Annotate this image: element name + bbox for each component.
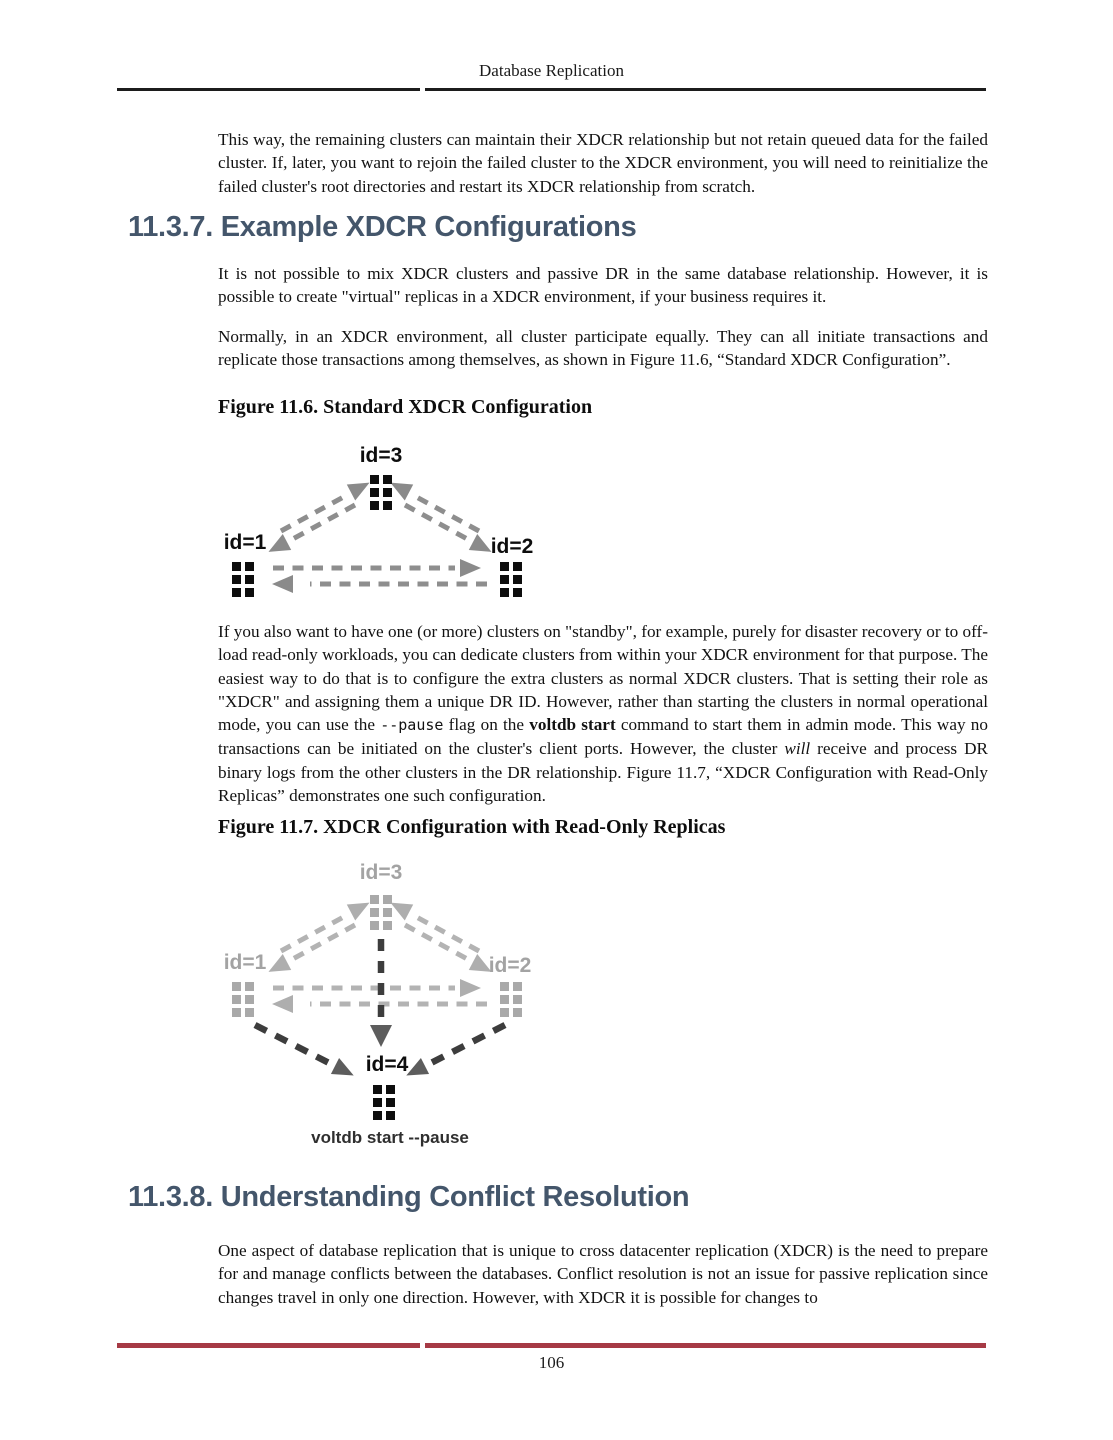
figure-11-6-diagram: [215, 435, 545, 625]
cluster-icon-id3: [370, 475, 392, 510]
paragraph-standby: [218, 620, 988, 807]
arrowhead-up-right: [347, 895, 374, 921]
voltdb-start-command: voltdb start: [529, 715, 616, 735]
arrowhead-down-right: [331, 1058, 358, 1084]
header-rule-left-segment: [117, 88, 420, 91]
arrowhead-down-left: [264, 534, 291, 560]
cluster-label-right: id=2: [488, 954, 532, 977]
running-header-title: Database Replication: [479, 61, 624, 80]
cluster-label-left: id=1: [223, 531, 267, 554]
arrowhead-left: [272, 995, 293, 1013]
arrowhead-down-left: [264, 954, 291, 980]
paragraph-conflict: One aspect of database replication that is unique to cross datacenter replication (XDCR) is the need to prepare for and manage conflicts between the databases. Conflict resolution is not an issue for passive replication since changes travel in only one direction. However, with XDCR it is possible for changes to: [218, 1241, 988, 1307]
cluster-icon-id4: [373, 1085, 395, 1120]
paragraph-normally: Normally, in an XDCR environment, all cluster participate equally. They can all initiate transactions and replicate those transactions among themselves, as shown in Figure 11.6, “Standard XDCR Configuration”.: [218, 327, 988, 370]
figure-11-7-caption: Figure 11.7. XDCR Configuration with Read-Only Replicas: [218, 816, 726, 838]
footer-rule-left-segment: [117, 1343, 420, 1348]
arrowhead-right: [460, 979, 481, 997]
figure-11-6-caption: Figure 11.6. Standard XDCR Configuration: [218, 396, 593, 418]
arrowhead-left: [272, 575, 293, 593]
run-text: flag on the: [443, 715, 530, 735]
cluster-label-new: id=4: [365, 1053, 409, 1076]
cluster-label-top: id=3: [359, 861, 403, 884]
replication-dashed-links: [273, 494, 487, 584]
cluster-icon-id3-faded: [370, 895, 392, 930]
cluster-label-left: id=1: [223, 951, 267, 974]
pause-flag-code: --pause: [380, 716, 444, 735]
link-1-to-4: [255, 1025, 331, 1064]
run-text: If you also want to have one (or more) clusters on "standby", for example, purely for disaster recovery or to off-load read-only workloads, you can dedicate clusters from within your XDCR environment for that purpose. The easiest way to do that is to configure the extra clusters as normal XDCR clusters. That is setting their role as "XDCR" and assigning them a unique DR ID. However, rather than starting the clusters in normal operational mode, you can use the: [218, 622, 988, 735]
run-text: command to start them in admin mode. This way no transactions can be initiated on the cluster's client ports. However, the cluster: [218, 715, 988, 759]
arrowhead-up-right: [347, 475, 374, 501]
page-number: 106: [538, 1353, 565, 1372]
voltdb-pause-command-label: voltdb start --pause: [311, 1128, 469, 1147]
header-rule-right-segment: [425, 88, 986, 91]
xdcr-triangle-diagram: [215, 435, 545, 620]
emphasis-will: will: [784, 739, 811, 759]
arrowhead-down: [370, 1025, 392, 1047]
cluster-label-top: id=3: [359, 444, 403, 467]
header-rule: [117, 88, 986, 91]
run-text: receive and process DR binary logs from the other clusters in the DR relationship. Figure 11.7, “XDCR Configuration with Read-Only Replicas” demonstrates one such configuration.: [218, 739, 988, 806]
xdcr-replica-diagram: [215, 855, 545, 1150]
cluster-icon-id1-faded: [232, 982, 254, 1017]
link-2-to-4: [429, 1025, 505, 1064]
cluster-icon-id2-faded: [500, 982, 522, 1017]
paragraph-intro: This way, the remaining clusters can maintain their XDCR relationship but not retain queued data for the failed cluster. If, later, you want to rejoin the failed cluster to the XDCR environment, you will need to reinitialize the failed cluster's root directories and restart its XDCR relationship from scratch.: [218, 130, 988, 196]
cluster-label-right: id=2: [490, 535, 534, 558]
cluster-icon-id1: [232, 562, 254, 597]
cluster-icon-id2: [500, 562, 522, 597]
arrowhead-right: [460, 559, 481, 577]
paragraph-mix: It is not possible to mix XDCR clusters and passive DR in the same database relationship. However, it is possible to create "virtual" replicas in a XDCR environment, if your business requires it.: [218, 264, 988, 307]
section-heading-example-xdcr: 11.3.7. Example XDCR Configurations: [128, 211, 637, 243]
footer-rule: [117, 1343, 986, 1348]
figure-11-7-diagram: [215, 855, 545, 1155]
section-heading-conflict-resolution: 11.3.8. Understanding Conflict Resolution: [128, 1181, 690, 1213]
footer-rule-right-segment: [425, 1343, 986, 1348]
